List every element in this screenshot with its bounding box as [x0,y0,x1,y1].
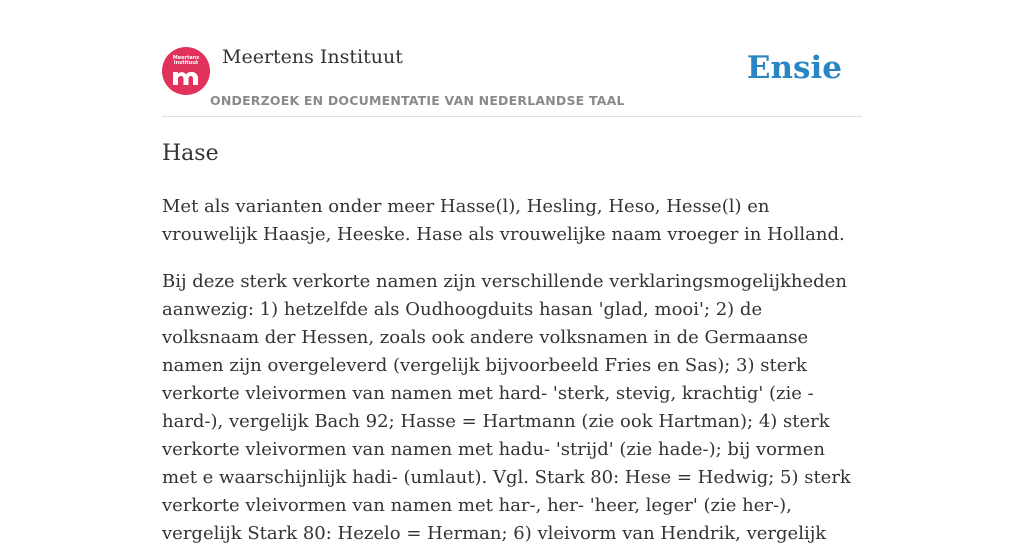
page-title: Hase [162,141,219,166]
meertens-logo[interactable] [162,47,210,95]
site-title[interactable]: Meertens Instituut [222,46,403,68]
logo-text-line1: Meertens [172,55,200,61]
site-tagline: ONDERZOEK EN DOCUMENTATIE VAN NEDERLANDSE TAAL [210,93,625,108]
site-header [162,0,862,117]
ensie-logo[interactable]: Ensie [746,50,842,86]
article [162,138,862,548]
article-paragraph: Met als varianten onder meer Hasse(l), Hesling, Heso, Hesse(l) en vrouwelijk Haasje, Heeske. Hase als vrouwelijke naam vroeger in Holland. [162,196,845,245]
logo-text-line2: Instituut [173,60,199,66]
article-paragraph: Bij deze sterk verkorte namen zijn verschillende verklaringsmogelijkheden aanwezig: 1) hetzelfde als Oudhoogduits hasan 'glad, mooi'; 2) de volksnaam der Hessen, zoals ook andere volksnamen in de Germaanse namen zijn overgeleverd (vergelijk bijvoorbeeld Fries en Sas); 3) sterk verkorte vleivormen van namen met hard- 'sterk, stevig, krachtig' (zie -hard-), vergelijk Bach 92; Hasse = Hartmann (zie ook Hartman); 4) sterk verkorte vleivormen van namen met hadu- 'strijd' (zie hade-); bij vormen met e waarschijnlijk hadi- (umlaut). Vgl. Stark 80: Hese = Hedwig; 5) sterk verkorte vleivormen van namen met har-, her- 'heer, leger' (zie her-), vergelijk Stark 80: Hezelo = Herman; 6) vleivorm van Hendrik, vergelijk [162,271,851,544]
logo-m-icon [162,65,210,87]
